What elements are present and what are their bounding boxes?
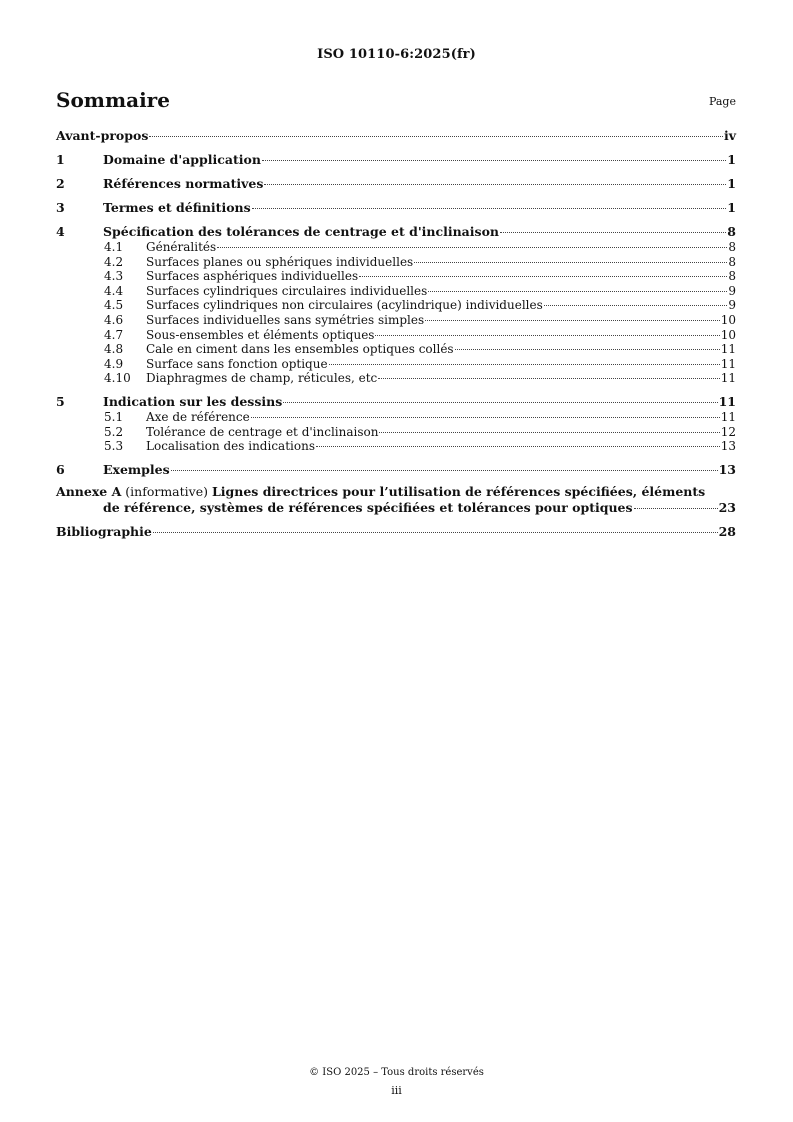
toc-entry-label: Localisation des indications: [146, 439, 315, 454]
toc-entry-section-6[interactable]: [56, 462, 736, 478]
toc-entry-page: 13: [720, 439, 736, 454]
annex-prefix: Annexe A: [56, 483, 122, 499]
toc-entry-number: 4.10: [104, 371, 131, 386]
dot-leader: [378, 378, 719, 379]
toc-entry-label: Surfaces cylindriques circulaires individuelles: [146, 283, 428, 298]
dot-leader: [149, 136, 723, 137]
document-id: ISO 10110-6:2025(fr): [317, 47, 476, 62]
toc-entry-4-4[interactable]: [56, 284, 736, 299]
toc-entry-number: 4.4: [104, 283, 124, 298]
dot-leader: [283, 402, 717, 403]
toc-entry-label: Indication sur les dessins: [103, 393, 283, 409]
dot-leader: [171, 470, 718, 471]
toc-entry-page: 28: [718, 523, 736, 539]
toc-entry-5-3[interactable]: [56, 439, 736, 454]
toc-entry-foreword[interactable]: [56, 128, 736, 144]
copyright-notice: © ISO 2025 – Tous droits réservés: [309, 1067, 484, 1078]
toc-entry-label: Axe de référence: [146, 409, 250, 424]
toc-entry-label: Sous-ensembles et éléments optiques: [146, 327, 375, 342]
annex-line-2: [56, 500, 736, 516]
dot-leader: [375, 335, 719, 336]
toc-entry-label: Diaphragmes de champ, réticules, etc: [146, 371, 378, 386]
dot-leader: [428, 291, 727, 292]
toc-entry-4-5[interactable]: [56, 298, 736, 313]
dot-leader: [252, 208, 727, 209]
toc-entry-page: 23: [718, 499, 736, 515]
toc-entry-label: Domaine d'application: [103, 152, 261, 167]
toc-entry-number: 4.1: [104, 240, 124, 254]
toc-entry-4-7[interactable]: [56, 328, 736, 343]
annex-title-line-2: de référence, systèmes de références spécifiées et tolérances pour optiques: [103, 499, 633, 515]
toc-entry-5-1[interactable]: [56, 410, 736, 425]
toc-entry-page: 10: [720, 327, 736, 342]
toc-entry-5-2[interactable]: [56, 425, 736, 440]
toc-entry-page: 11: [720, 371, 736, 386]
toc-entry-label: Exemples: [103, 461, 170, 477]
toc-entry-number: 4: [56, 224, 65, 239]
toc-entry-page: 11: [718, 393, 736, 409]
toc-entry-label: Surfaces asphériques individuelles: [146, 269, 359, 284]
toc-entry-4-6[interactable]: [56, 313, 736, 328]
toc-entry-number: 2: [56, 176, 65, 191]
annex-title-line-1: Lignes directrices pour l’utilisation de références spécifiées, éléments: [211, 483, 706, 499]
toc-entry-section-2[interactable]: [56, 176, 736, 192]
toc-entry-label: Tolérance de centrage et d'inclinaison: [146, 424, 379, 439]
page-title: Sommaire: [56, 88, 170, 112]
dot-leader: [316, 446, 720, 447]
dot-leader: [500, 232, 726, 233]
toc-entry-number: 4.5: [104, 298, 124, 313]
toc-entry-page: 8: [728, 269, 736, 284]
dot-leader: [425, 320, 720, 321]
toc-entry-page: 11: [720, 409, 736, 424]
toc-entry-page: 9: [728, 298, 736, 313]
toc-entry-number: 5.1: [104, 409, 124, 424]
toc-entry-page: iv: [723, 128, 736, 143]
toc-entry-bibliography[interactable]: [56, 524, 736, 540]
annex-line-1: [56, 484, 736, 500]
dot-leader: [329, 364, 720, 365]
toc-entry-number: 5.2: [104, 424, 124, 439]
toc-entry-page: 8: [728, 254, 736, 269]
toc-entry-number: 5.3: [104, 439, 124, 454]
dot-leader: [262, 160, 726, 161]
toc-entry-label: Références normatives: [103, 176, 264, 191]
toc-entry-section-3[interactable]: [56, 200, 736, 216]
toc-entry-page: 8: [727, 224, 736, 239]
toc-entry-4-8[interactable]: [56, 342, 736, 357]
dot-leader: [359, 276, 727, 277]
toc-entry-label: Surfaces individuelles sans symétries simples: [146, 312, 425, 327]
toc-entry-label: Surfaces cylindriques non circulaires (acylindrique) individuelles: [146, 298, 543, 313]
dot-leader: [634, 508, 718, 509]
toc-entry-page: 13: [718, 461, 736, 477]
toc-entry-label: Généralités: [146, 240, 217, 254]
toc-entry-number: 3: [56, 200, 65, 215]
toc-entry-number: 5: [56, 393, 65, 409]
toc-entry-page: 1: [727, 152, 736, 167]
toc-entry-section-1[interactable]: [56, 152, 736, 168]
toc-entry-page: 8: [728, 240, 736, 254]
toc-entry-label: Spécification des tolérances de centrage et d'inclinaison: [103, 224, 499, 239]
toc-entry-number: 4.6: [104, 312, 124, 327]
toc-entry-page: 10: [720, 312, 736, 327]
toc-entry-4-3[interactable]: [56, 269, 736, 284]
dot-leader: [379, 432, 719, 433]
toc-entry-page: 12: [720, 424, 736, 439]
toc-entry-section-5[interactable]: [56, 394, 736, 410]
toc-entry-label: Termes et définitions: [103, 200, 251, 215]
toc-entry-label: Bibliographie: [56, 523, 152, 539]
toc-entry-number: 1: [56, 152, 65, 167]
page-number: iii: [391, 1084, 402, 1097]
toc-entry-page: 11: [720, 342, 736, 357]
page-column-label: Page: [708, 95, 736, 108]
dot-leader: [217, 247, 727, 248]
toc-entry-number: 6: [56, 461, 65, 477]
toc-entry-label: Surface sans fonction optique: [146, 356, 328, 371]
toc-entry-annex-a[interactable]: [56, 484, 736, 516]
table-of-contents: [56, 128, 736, 540]
dot-leader: [414, 262, 727, 263]
title-row: [56, 86, 736, 112]
toc-entry-page: 11: [720, 356, 736, 371]
dot-leader: [251, 417, 720, 418]
toc-entry-4-9[interactable]: [56, 357, 736, 372]
dot-leader: [264, 184, 726, 185]
toc-entry-label: Cale en ciment dans les ensembles optiques collés: [146, 342, 454, 357]
toc-entry-number: 4.9: [104, 356, 124, 371]
toc-entry-4-2[interactable]: [56, 255, 736, 270]
toc-entry-4-10[interactable]: [56, 371, 736, 386]
toc-entry-4-1[interactable]: [56, 240, 736, 255]
toc-entry-section-4[interactable]: [56, 224, 736, 240]
toc-entry-page: 1: [727, 200, 736, 215]
toc-entry-number: 4.7: [104, 327, 124, 342]
toc-entry-page: 9: [728, 283, 736, 298]
dot-leader: [544, 305, 728, 306]
dot-leader: [153, 532, 718, 533]
dot-leader: [455, 349, 720, 350]
toc-entry-number: 4.8: [104, 342, 124, 357]
toc-entry-page: 1: [727, 176, 736, 191]
toc-entry-number: 4.2: [104, 254, 124, 269]
toc-entry-label: Avant-propos: [56, 128, 149, 143]
annex-type: (informative): [125, 483, 208, 499]
toc-entry-number: 4.3: [104, 269, 124, 284]
toc-entry-label: Surfaces planes ou sphériques individuelles: [146, 254, 414, 269]
